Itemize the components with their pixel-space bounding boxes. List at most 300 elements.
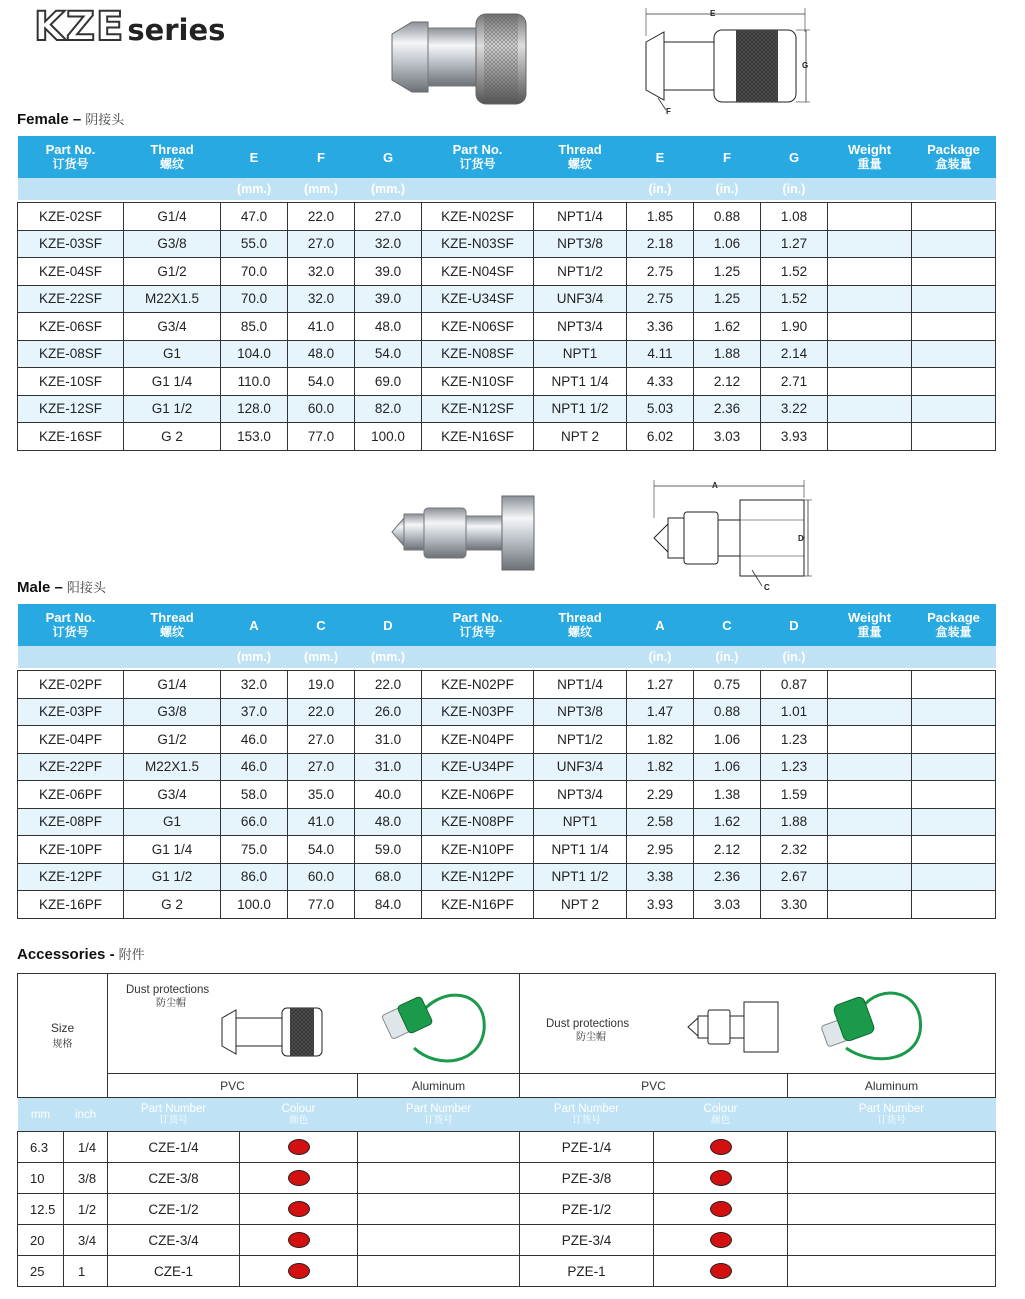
table-cell: 1.88 <box>694 340 761 368</box>
cze-colour-header: Colour 颜色 <box>240 1098 358 1132</box>
female-coupler-photo <box>388 4 534 108</box>
table-cell: KZE-12PF <box>18 863 124 891</box>
table-cell: NPT1/4 <box>534 671 627 699</box>
table-cell: KZE-08SF <box>18 340 124 368</box>
unit-cell <box>912 178 996 200</box>
male-table <box>17 604 996 919</box>
table-cell: NPT 2 <box>534 891 627 919</box>
unit-cell <box>828 646 912 668</box>
accessory-row <box>18 1163 996 1194</box>
female-header-col-4: G <box>355 136 422 178</box>
table-cell <box>912 891 996 919</box>
table-cell: 2.12 <box>694 368 761 396</box>
unit-cell <box>534 178 627 200</box>
size-mm-cell: 10 <box>18 1163 64 1194</box>
accessories-heading: Accessories - <box>17 946 115 963</box>
pze-part-number-cell: PZE-1/2 <box>520 1194 654 1225</box>
table-cell: 3.38 <box>627 863 694 891</box>
pze-colour-header: Colour 颜色 <box>654 1098 788 1132</box>
cze-part-number-cell: CZE-3/8 <box>108 1163 240 1194</box>
table-cell: 2.67 <box>761 863 828 891</box>
table-cell: 2.58 <box>627 808 694 836</box>
unit-cell <box>18 178 124 200</box>
table-cell <box>912 203 996 231</box>
unit-cell: (in.) <box>761 646 828 668</box>
table-cell: 1.23 <box>761 726 828 754</box>
table-cell: KZE-02PF <box>18 671 124 699</box>
table-row <box>18 340 996 368</box>
table-cell: 48.0 <box>288 340 355 368</box>
series-logo <box>34 4 225 50</box>
red-colour-dot <box>710 1263 732 1279</box>
table-cell: G1 <box>124 808 221 836</box>
table-cell: NPT 2 <box>534 423 627 451</box>
pze-alu-part-number-header: Part Number 订货号 <box>788 1098 996 1132</box>
table-cell: 2.36 <box>694 863 761 891</box>
male-header-col-4: D <box>355 604 422 646</box>
table-cell: KZE-06PF <box>18 781 124 809</box>
table-cell: 60.0 <box>288 863 355 891</box>
table-row <box>18 258 996 286</box>
red-colour-dot <box>288 1139 310 1155</box>
size-mm-cell: 20 <box>18 1225 64 1256</box>
table-cell: KZE-U34SF <box>422 285 534 313</box>
accessory-row <box>18 1132 996 1163</box>
table-cell: G1 <box>124 340 221 368</box>
table-cell: 77.0 <box>288 423 355 451</box>
table-cell: 2.75 <box>627 285 694 313</box>
table-cell: KZE-03PF <box>18 698 124 726</box>
red-colour-dot <box>710 1201 732 1217</box>
table-cell <box>912 671 996 699</box>
female-header-col-10: Weight 重量 <box>828 136 912 178</box>
table-cell: 60.0 <box>288 395 355 423</box>
table-cell: UNF3/4 <box>534 753 627 781</box>
table-cell: G1/2 <box>124 726 221 754</box>
male-header-col-10: Weight 重量 <box>828 604 912 646</box>
table-cell <box>828 863 912 891</box>
table-cell: M22X1.5 <box>124 753 221 781</box>
table-cell: KZE-04SF <box>18 258 124 286</box>
unit-cell <box>828 178 912 200</box>
table-cell: 70.0 <box>221 258 288 286</box>
pze-colour-cell <box>654 1225 788 1256</box>
table-cell: G3/4 <box>124 781 221 809</box>
table-cell: 1.82 <box>627 726 694 754</box>
table-cell: KZE-16PF <box>18 891 124 919</box>
table-cell: 19.0 <box>288 671 355 699</box>
male-header-col-2: A <box>221 604 288 646</box>
cze-part-number-header: Part Number 订货号 <box>108 1098 240 1132</box>
female-header-col-8: F <box>694 136 761 178</box>
female-coupler-sketch <box>220 1004 326 1060</box>
table-cell: 2.71 <box>761 368 828 396</box>
table-cell: NPT1 1/2 <box>534 395 627 423</box>
right-pvc-label: PVC <box>520 1074 788 1098</box>
pze-image-cell <box>520 974 996 1074</box>
table-cell: 68.0 <box>355 863 422 891</box>
table-row <box>18 313 996 341</box>
red-colour-dot <box>288 1232 310 1248</box>
size-inch-cell: 3/4 <box>64 1225 108 1256</box>
table-cell: 41.0 <box>288 808 355 836</box>
male-header-col-0: Part No. 订货号 <box>18 604 124 646</box>
pze-part-number-cell: PZE-1 <box>520 1256 654 1287</box>
unit-cell: (in.) <box>627 178 694 200</box>
size-inch-cell: 1/4 <box>64 1132 108 1163</box>
left-pvc-label: PVC <box>108 1074 358 1098</box>
table-cell: 54.0 <box>288 836 355 864</box>
table-cell: KZE-03SF <box>18 230 124 258</box>
cze-aluminum-cell <box>358 1256 520 1287</box>
table-cell: NPT1 1/4 <box>534 836 627 864</box>
table-cell: 75.0 <box>221 836 288 864</box>
female-dimension-drawing <box>630 2 820 116</box>
red-colour-dot <box>288 1170 310 1186</box>
table-cell: 3.30 <box>761 891 828 919</box>
female-units-row <box>18 178 996 200</box>
table-cell: KZE-08PF <box>18 808 124 836</box>
table-cell: KZE-N03SF <box>422 230 534 258</box>
table-cell: KZE-N02PF <box>422 671 534 699</box>
table-cell: KZE-N08PF <box>422 808 534 836</box>
cze-aluminum-cell <box>358 1132 520 1163</box>
cze-colour-cell <box>240 1163 358 1194</box>
table-cell: 32.0 <box>355 230 422 258</box>
table-cell: 27.0 <box>288 753 355 781</box>
series-label: series <box>127 13 226 47</box>
table-cell: 2.14 <box>761 340 828 368</box>
size-inch-cell: 1 <box>64 1256 108 1287</box>
table-row <box>18 836 996 864</box>
table-cell <box>828 203 912 231</box>
table-row <box>18 698 996 726</box>
unit-cell <box>422 178 534 200</box>
table-cell: 39.0 <box>355 258 422 286</box>
table-cell: 47.0 <box>221 203 288 231</box>
table-cell <box>912 258 996 286</box>
cze-colour-cell <box>240 1225 358 1256</box>
table-cell: 48.0 <box>355 808 422 836</box>
table-cell <box>828 230 912 258</box>
table-cell: KZE-N16PF <box>422 891 534 919</box>
table-cell <box>912 313 996 341</box>
table-cell <box>912 395 996 423</box>
table-cell: G1 1/4 <box>124 368 221 396</box>
table-cell: 84.0 <box>355 891 422 919</box>
cze-part-number-cell: CZE-1 <box>108 1256 240 1287</box>
table-cell: 54.0 <box>355 340 422 368</box>
table-cell: 1.62 <box>694 313 761 341</box>
table-cell: 2.95 <box>627 836 694 864</box>
table-cell: NPT1/4 <box>534 203 627 231</box>
table-cell <box>828 671 912 699</box>
table-cell: 2.36 <box>694 395 761 423</box>
table-cell: 1.88 <box>761 808 828 836</box>
table-cell: 69.0 <box>355 368 422 396</box>
table-cell <box>828 836 912 864</box>
cze-aluminum-cell <box>358 1225 520 1256</box>
table-cell: 58.0 <box>221 781 288 809</box>
table-cell: 100.0 <box>221 891 288 919</box>
table-cell: NPT3/8 <box>534 230 627 258</box>
table-cell: KZE-N06PF <box>422 781 534 809</box>
female-table <box>17 136 996 451</box>
accessory-row <box>18 1256 996 1287</box>
table-cell: KZE-02SF <box>18 203 124 231</box>
table-cell: KZE-N12PF <box>422 863 534 891</box>
table-cell: 104.0 <box>221 340 288 368</box>
table-row <box>18 395 996 423</box>
table-cell <box>828 423 912 451</box>
table-cell <box>828 781 912 809</box>
table-cell: 153.0 <box>221 423 288 451</box>
male-heading-cn: 阳接头 <box>66 580 106 595</box>
unit-cell <box>124 178 221 200</box>
cze-image-cell <box>108 974 520 1074</box>
table-cell: G3/4 <box>124 313 221 341</box>
table-cell: 86.0 <box>221 863 288 891</box>
dim-e-label: E <box>710 9 716 18</box>
pze-part-number-cell: PZE-3/8 <box>520 1163 654 1194</box>
table-cell: G 2 <box>124 423 221 451</box>
table-cell: 31.0 <box>355 753 422 781</box>
unit-cell: (mm.) <box>288 178 355 200</box>
female-header-col-0: Part No. 订货号 <box>18 136 124 178</box>
table-cell: 31.0 <box>355 726 422 754</box>
table-cell <box>828 313 912 341</box>
table-cell <box>828 395 912 423</box>
pze-aluminum-cell <box>788 1225 996 1256</box>
cze-part-number-cell: CZE-3/4 <box>108 1225 240 1256</box>
table-cell: 1.08 <box>761 203 828 231</box>
size-header-cell <box>18 974 108 1098</box>
male-plug-sketch <box>686 998 782 1056</box>
pze-colour-cell <box>654 1256 788 1287</box>
mm-header: mm <box>18 1098 64 1132</box>
red-colour-dot <box>710 1139 732 1155</box>
table-cell <box>828 258 912 286</box>
red-colour-dot <box>710 1232 732 1248</box>
female-header-col-5: Part No. 订货号 <box>422 136 534 178</box>
table-cell: 41.0 <box>288 313 355 341</box>
pze-part-number-cell: PZE-1/4 <box>520 1132 654 1163</box>
size-mm-cell: 12.5 <box>18 1194 64 1225</box>
table-cell: 1.01 <box>761 698 828 726</box>
table-row <box>18 203 996 231</box>
table-cell: 22.0 <box>288 698 355 726</box>
cze-part-number-cell: CZE-1/4 <box>108 1132 240 1163</box>
table-cell: 2.12 <box>694 836 761 864</box>
table-row <box>18 753 996 781</box>
unit-cell: (mm.) <box>355 646 422 668</box>
female-heading-cn: 阴接头 <box>85 112 125 127</box>
unit-cell: (mm.) <box>221 646 288 668</box>
table-cell: 3.36 <box>627 313 694 341</box>
table-cell <box>828 891 912 919</box>
table-cell: 37.0 <box>221 698 288 726</box>
pze-aluminum-cell <box>788 1194 996 1225</box>
table-cell: KZE-N06SF <box>422 313 534 341</box>
female-header-col-3: F <box>288 136 355 178</box>
table-cell: 2.75 <box>627 258 694 286</box>
table-row <box>18 891 996 919</box>
male-header-col-8: C <box>694 604 761 646</box>
table-cell: G1/4 <box>124 671 221 699</box>
dim-d-label: D <box>798 534 804 543</box>
table-cell: 1.25 <box>694 285 761 313</box>
male-plug-photo <box>390 490 536 574</box>
table-cell: 1.59 <box>761 781 828 809</box>
cze-part-number-cell: CZE-1/2 <box>108 1194 240 1225</box>
table-cell: 2.18 <box>627 230 694 258</box>
table-cell: KZE-22PF <box>18 753 124 781</box>
pze-colour-cell <box>654 1132 788 1163</box>
table-cell: G 2 <box>124 891 221 919</box>
right-aluminum-label: Aluminum <box>788 1074 996 1098</box>
table-cell <box>828 340 912 368</box>
table-cell: 48.0 <box>355 313 422 341</box>
table-cell: 27.0 <box>355 203 422 231</box>
accessory-row <box>18 1225 996 1256</box>
table-cell: KZE-10PF <box>18 836 124 864</box>
brand-logo-text: KZE <box>34 4 125 50</box>
table-cell: 5.03 <box>627 395 694 423</box>
table-cell: KZE-N10PF <box>422 836 534 864</box>
table-cell: NPT3/8 <box>534 698 627 726</box>
table-cell: NPT1/2 <box>534 258 627 286</box>
table-cell: NPT1 1/2 <box>534 863 627 891</box>
male-header-col-11: Package 盒装量 <box>912 604 996 646</box>
table-cell: 32.0 <box>221 671 288 699</box>
red-colour-dot <box>288 1263 310 1279</box>
table-cell: 1.06 <box>694 230 761 258</box>
table-cell: 128.0 <box>221 395 288 423</box>
table-cell: NPT1 <box>534 808 627 836</box>
unit-cell: (in.) <box>694 646 761 668</box>
unit-cell <box>534 646 627 668</box>
table-cell: 0.75 <box>694 671 761 699</box>
table-cell: 0.87 <box>761 671 828 699</box>
pze-part-number-header: Part Number 订货号 <box>520 1098 654 1132</box>
female-header-col-11: Package 盒装量 <box>912 136 996 178</box>
table-cell: 1.52 <box>761 258 828 286</box>
table-cell: G1 1/2 <box>124 863 221 891</box>
female-header-col-1: Thread 螺纹 <box>124 136 221 178</box>
unit-cell: (mm.) <box>221 178 288 200</box>
male-heading: Male – <box>17 579 63 596</box>
right-dust-title: Dust protections <box>546 1018 630 1030</box>
unit-cell: (mm.) <box>288 646 355 668</box>
dim-f-label: F <box>666 107 671 116</box>
table-cell <box>912 230 996 258</box>
table-cell: 35.0 <box>288 781 355 809</box>
female-pvc-cap-photo <box>378 978 490 1070</box>
table-cell: M22X1.5 <box>124 285 221 313</box>
table-cell: 3.22 <box>761 395 828 423</box>
pze-colour-cell <box>654 1163 788 1194</box>
table-cell: 1.85 <box>627 203 694 231</box>
table-cell: 22.0 <box>355 671 422 699</box>
table-cell: 27.0 <box>288 230 355 258</box>
table-cell <box>828 808 912 836</box>
male-pvc-cap-photo <box>816 978 928 1070</box>
table-cell: KZE-N02SF <box>422 203 534 231</box>
table-cell: KZE-N08SF <box>422 340 534 368</box>
size-inch-cell: 3/8 <box>64 1163 108 1194</box>
table-cell: 1.52 <box>761 285 828 313</box>
table-cell: 59.0 <box>355 836 422 864</box>
size-inch-cell: 1/2 <box>64 1194 108 1225</box>
table-cell: KZE-N16SF <box>422 423 534 451</box>
left-dust-title: Dust protections <box>126 984 210 996</box>
table-cell: 1.47 <box>627 698 694 726</box>
table-cell: G1 1/2 <box>124 395 221 423</box>
accessories-subheader <box>18 1098 996 1132</box>
table-cell: 1.25 <box>694 258 761 286</box>
table-cell: 22.0 <box>288 203 355 231</box>
table-cell <box>828 698 912 726</box>
table-cell <box>828 285 912 313</box>
male-section-title <box>17 577 106 596</box>
table-cell: KZE-12SF <box>18 395 124 423</box>
table-cell <box>912 836 996 864</box>
cze-aluminum-cell <box>358 1194 520 1225</box>
table-cell: 26.0 <box>355 698 422 726</box>
female-header-col-6: Thread 螺纹 <box>534 136 627 178</box>
red-colour-dot <box>710 1170 732 1186</box>
table-row <box>18 781 996 809</box>
table-cell: 6.02 <box>627 423 694 451</box>
accessories-section-title <box>17 944 145 963</box>
size-label: Size <box>50 1021 75 1035</box>
table-cell: KZE-N12SF <box>422 395 534 423</box>
dim-a-label: A <box>712 481 718 490</box>
right-dust-title-cn: 防尘帽 <box>576 1032 606 1043</box>
male-header-col-7: A <box>627 604 694 646</box>
table-cell: KZE-U34PF <box>422 753 534 781</box>
table-cell: 39.0 <box>355 285 422 313</box>
table-cell: 0.88 <box>694 203 761 231</box>
left-dust-title-cn: 防尘帽 <box>156 998 186 1009</box>
size-mm-cell: 25 <box>18 1256 64 1287</box>
table-cell: 54.0 <box>288 368 355 396</box>
table-cell: 1.90 <box>761 313 828 341</box>
table-row <box>18 726 996 754</box>
table-row <box>18 863 996 891</box>
accessories-table <box>17 973 996 1287</box>
male-units-row <box>18 646 996 668</box>
table-cell: 4.33 <box>627 368 694 396</box>
unit-cell <box>422 646 534 668</box>
red-colour-dot <box>288 1201 310 1217</box>
table-cell: NPT1/2 <box>534 726 627 754</box>
table-cell <box>912 863 996 891</box>
pze-part-number-cell: PZE-3/4 <box>520 1225 654 1256</box>
unit-cell: (in.) <box>761 178 828 200</box>
female-header-col-9: G <box>761 136 828 178</box>
table-cell <box>828 726 912 754</box>
cze-colour-cell <box>240 1194 358 1225</box>
pze-colour-cell <box>654 1194 788 1225</box>
table-cell: 3.03 <box>694 891 761 919</box>
table-cell <box>912 340 996 368</box>
table-cell: KZE-N03PF <box>422 698 534 726</box>
table-cell: NPT1 <box>534 340 627 368</box>
table-row <box>18 285 996 313</box>
pze-aluminum-cell <box>788 1256 996 1287</box>
table-cell: 32.0 <box>288 285 355 313</box>
